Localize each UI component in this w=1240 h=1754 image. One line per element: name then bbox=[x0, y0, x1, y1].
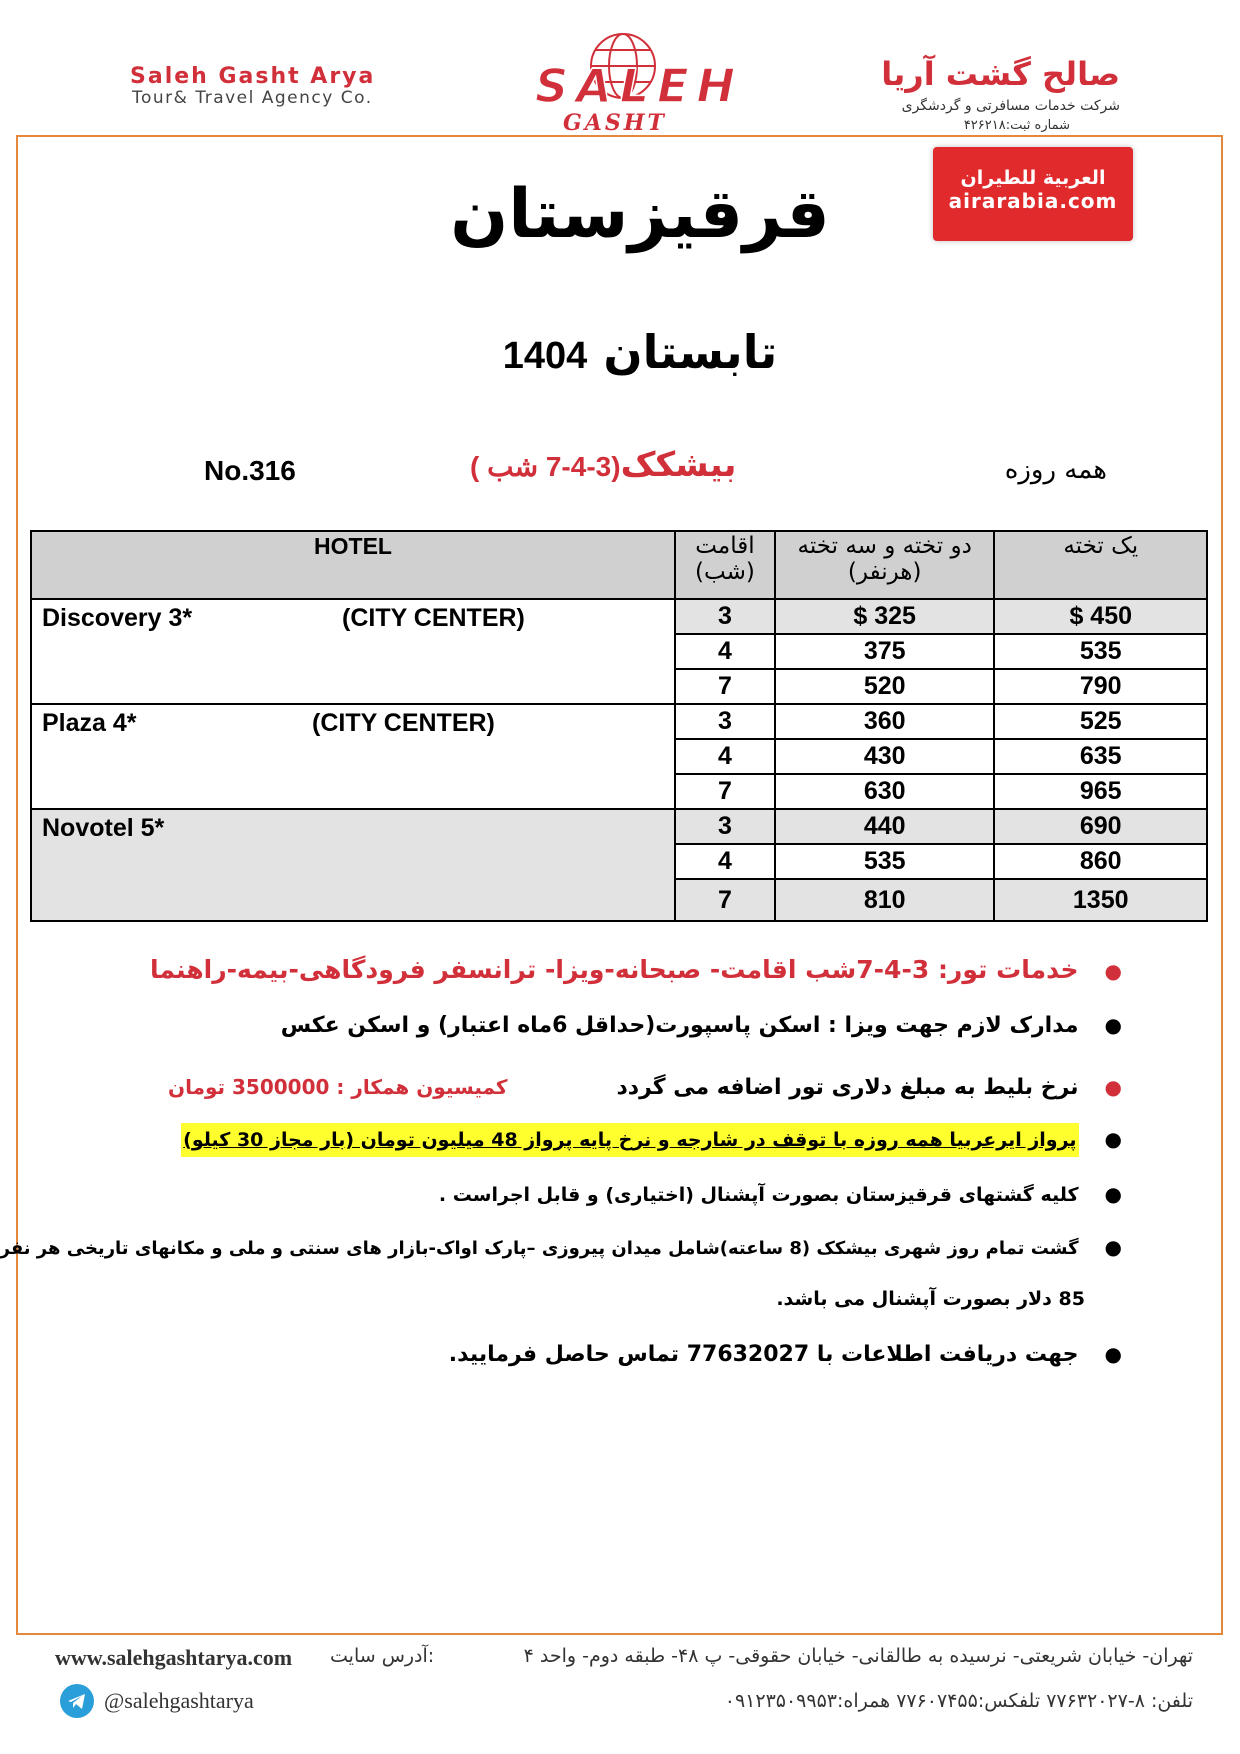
note-citytour-cont: 85 دلار بصورت آپشنال می باشد. bbox=[776, 1288, 1085, 1310]
note-contact bbox=[449, 1342, 1122, 1367]
header-nights bbox=[675, 531, 775, 599]
double-price-cell: 630 bbox=[775, 774, 995, 809]
single-price-cell: 965 bbox=[994, 774, 1207, 809]
note-contact-text: جهت دریافت اطلاعات با 77632027 تماس حاصل فرمایید. bbox=[448, 1342, 1079, 1367]
route-city: بیشکک bbox=[620, 445, 737, 485]
table-row bbox=[31, 599, 1207, 634]
note-citytour-text: گشت تمام روز شهری بیشکک (8 ساعته)شامل میدان پیروزی –پارک اواک-بازار های سنتی و ملی و مکانهای تاریخی هر نفر bbox=[0, 1238, 1079, 1259]
header-double-line1: دو تخته و سه تخته bbox=[797, 533, 972, 559]
note-documents bbox=[281, 1013, 1122, 1038]
single-price-cell: 860 bbox=[994, 844, 1207, 879]
departure-frequency: همه روزه bbox=[1004, 455, 1107, 485]
telegram-icon[interactable] bbox=[60, 1684, 94, 1718]
logo-main-text: SALEH bbox=[535, 59, 735, 113]
single-price-cell: 635 bbox=[994, 739, 1207, 774]
route-heading bbox=[470, 445, 736, 485]
registration-number: شماره ثبت:۴۲۶۲۱۸ bbox=[963, 118, 1070, 133]
double-price-cell: 520 bbox=[775, 669, 995, 704]
hotel-name: Discovery 3* bbox=[42, 604, 193, 632]
double-price-cell: 810 bbox=[775, 879, 995, 921]
bullet-icon: ● bbox=[1104, 1182, 1122, 1206]
bullet-icon: ● bbox=[1104, 1127, 1122, 1151]
single-price-cell: $ 450 bbox=[994, 599, 1207, 634]
tour-number: No.316 bbox=[204, 455, 296, 486]
footer-website-label: :آدرس سایت bbox=[330, 1645, 435, 1667]
nights-cell: 4 bbox=[675, 844, 775, 879]
bullet-icon: ● bbox=[1104, 1013, 1122, 1037]
season-label: تابستان bbox=[603, 325, 778, 379]
header-single: یک تخته bbox=[994, 531, 1207, 599]
single-price-cell: 535 bbox=[994, 634, 1207, 669]
nights-cell: 3 bbox=[675, 809, 775, 844]
nights-cell: 3 bbox=[675, 599, 775, 634]
company-subtitle-fa: شرکت خدمات مسافرتی و گردشگری bbox=[901, 98, 1120, 114]
season-heading bbox=[0, 325, 1240, 379]
header-hotel: HOTEL bbox=[31, 531, 675, 599]
footer-address: تهران- خیابان شریعتی- نرسیده به طالقانی- خیابان حقوقی- پ ۴۸- طبقه دوم- واحد ۴ bbox=[523, 1645, 1193, 1667]
company-name-en: Saleh Gasht Arya bbox=[130, 64, 376, 89]
nights-cell: 7 bbox=[675, 669, 775, 704]
header-nights-line2: (شب) bbox=[695, 559, 755, 585]
double-price-cell: 360 bbox=[775, 704, 995, 739]
note-services bbox=[150, 955, 1122, 984]
hotel-cell bbox=[31, 599, 675, 704]
table-row bbox=[31, 704, 1207, 739]
bullet-icon: ● bbox=[1104, 1342, 1122, 1366]
note-documents-text: مدارک لازم جهت ویزا : اسکن پاسپورت(حداقل 6ماه اعتبار) و اسکن عکس bbox=[280, 1013, 1079, 1038]
double-price-cell: 535 bbox=[775, 844, 995, 879]
double-price-cell: $ 325 bbox=[775, 599, 995, 634]
note-ticket bbox=[617, 1075, 1123, 1100]
company-subtitle-en: Tour& Travel Agency Co. bbox=[132, 88, 373, 108]
double-price-cell: 430 bbox=[775, 739, 995, 774]
note-citytour bbox=[0, 1235, 1122, 1259]
note-commission: کمیسیون همکار : 3500000 تومان bbox=[168, 1075, 508, 1099]
company-name-fa: صالح گشت آریا bbox=[881, 55, 1120, 93]
hotel-name: Plaza 4* bbox=[42, 709, 137, 737]
note-flight-text: پرواز ایرعربیا همه روزه با توقف در شارجه و نرخ پایه پرواز 48 میلیون تومان (بار مجاز 30 کیلو) bbox=[181, 1123, 1078, 1157]
note-ticket-text: نرخ بلیط به مبلغ دلاری تور اضافه می گردد bbox=[616, 1075, 1079, 1100]
table-header-row bbox=[31, 531, 1207, 599]
double-price-cell: 375 bbox=[775, 634, 995, 669]
nights-cell: 4 bbox=[675, 739, 775, 774]
airarabia-english-text: airarabia.com bbox=[948, 189, 1118, 213]
hotel-cell bbox=[31, 704, 675, 809]
double-price-cell: 440 bbox=[775, 809, 995, 844]
table-row bbox=[31, 809, 1207, 844]
hotel-location: (CITY CENTER) bbox=[312, 709, 495, 737]
nights-cell: 7 bbox=[675, 774, 775, 809]
nights-cell: 4 bbox=[675, 634, 775, 669]
single-price-cell: 690 bbox=[994, 809, 1207, 844]
hotel-name: Novotel 5* bbox=[42, 814, 165, 842]
route-nights: (3-4-7 شب ) bbox=[470, 451, 621, 482]
footer-telegram[interactable]: @salehgashtarya bbox=[104, 1688, 254, 1713]
footer-website[interactable]: www.salehgashtarya.com bbox=[55, 1645, 293, 1670]
price-table bbox=[30, 530, 1208, 922]
saleh-gasht-logo bbox=[535, 30, 745, 136]
bullet-icon: ● bbox=[1104, 1075, 1122, 1099]
nights-cell: 3 bbox=[675, 704, 775, 739]
note-flight bbox=[181, 1127, 1122, 1151]
hotel-cell bbox=[31, 809, 675, 921]
logo-sub-text: GASHT bbox=[563, 110, 667, 136]
note-optional-text: کلیه گشتهای قرقیزستان بصورت آپشنال (اختیاری) و قابل اجراست . bbox=[438, 1184, 1079, 1206]
single-price-cell: 790 bbox=[994, 669, 1207, 704]
airarabia-arabic-text: العربية للطيران bbox=[960, 167, 1106, 189]
header-double bbox=[775, 531, 995, 599]
season-year: 1404 bbox=[502, 335, 588, 377]
bullet-icon: ● bbox=[1104, 959, 1122, 983]
bullet-icon: ● bbox=[1104, 1235, 1122, 1259]
single-price-cell: 525 bbox=[994, 704, 1207, 739]
single-price-cell: 1350 bbox=[994, 879, 1207, 921]
nights-cell: 7 bbox=[675, 879, 775, 921]
note-optional bbox=[439, 1182, 1122, 1206]
note-services-text: خدمات تور: 3-4-7شب اقامت- صبحانه-ویزا- ترانسفر فرودگاهی-بیمه-راهنما bbox=[149, 955, 1079, 984]
header-nights-line1: اقامت bbox=[695, 533, 755, 559]
hotel-location: (CITY CENTER) bbox=[342, 604, 525, 632]
page-title: قرقیزستان bbox=[450, 175, 830, 254]
footer-phones: تلفن: ۸-۷۷۶۳۲۰۲۷ تلفکس:۷۷۶۰۷۴۵۵ همراه:۰۹۱۲۳۵۰۹۹۵۳ bbox=[724, 1690, 1193, 1712]
header-double-line2: (هرنفر) bbox=[847, 559, 922, 585]
